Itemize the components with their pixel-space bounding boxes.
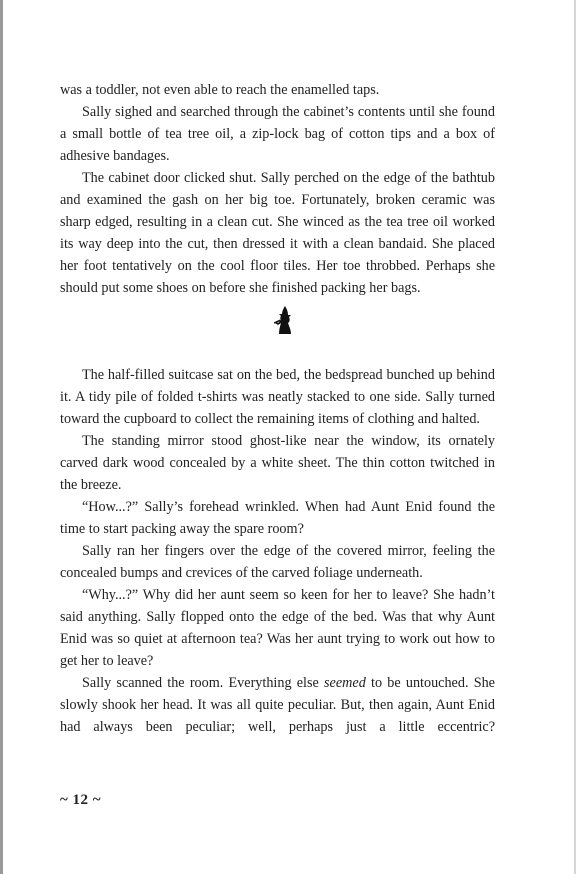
paragraph-final: [60, 672, 495, 738]
paragraph: Sally ran her fingers over the edge of the covered mirror, feeling the concealed bumps and crevices of the carved foliage underneath.: [60, 543, 495, 581]
paragraph: “Why...?” Why did her aunt seem so keen for her to leave? She hadn’t said anything. Sally flopped onto the edge of the bed. Was that why Aunt Enid was so quiet at afternoon tea? Was her aunt trying to work out how to get her to leave?: [60, 587, 495, 669]
paragraph: “How...?” Sally’s forehead wrinkled. When had Aunt Enid found the time to start packing away the spare room?: [60, 499, 495, 537]
emphasis-text: seemed: [324, 675, 366, 691]
witch-silhouette-icon: [274, 305, 296, 335]
text-run: to be untouched. She slowly shook her head. It was all quite peculiar. But, then again, Aunt Enid had always been peculiar; well, perhaps just a little eccentric?: [60, 675, 495, 735]
text-run: Sally scanned the room. Everything else: [82, 675, 325, 691]
paragraph: The standing mirror stood ghost-like near the window, its ornately carved dark wood concealed by a white sheet. The thin cotton twitched in the breeze.: [60, 433, 495, 493]
paragraph: Sally sighed and searched through the cabinet’s contents until she found a small bottle of tea tree oil, a zip-lock bag of cotton tips and a box of adhesive bandages.: [60, 104, 495, 164]
scene-break: [60, 305, 495, 336]
page-number: ~ 12 ~: [60, 792, 102, 808]
paragraph: The half-filled suitcase sat on the bed, the bedspread bunched up behind it. A tidy pile of folded t-shirts was neatly stacked to one side. Sally turned toward the cupboard to collect the remaining items of clothing and halted.: [60, 367, 495, 427]
page-edge-left: [0, 0, 3, 874]
paragraph: The cabinet door clicked shut. Sally perched on the edge of the bathtub and examined the gash on her big toe. Fortunately, broken ceramic was sharp edged, resulting in a clean cut. She winced as the tea tree oil worked its way deep into the cut, then dressed it with a clean bandaid. She placed her foot tentatively on the cool floor tiles. Her toe throbbed. Perhaps she should put some shoes on before she finished packing her bags.: [60, 170, 495, 296]
paragraph: was a toddler, not even able to reach the enamelled taps.: [60, 82, 380, 98]
book-page-body: [60, 79, 495, 738]
